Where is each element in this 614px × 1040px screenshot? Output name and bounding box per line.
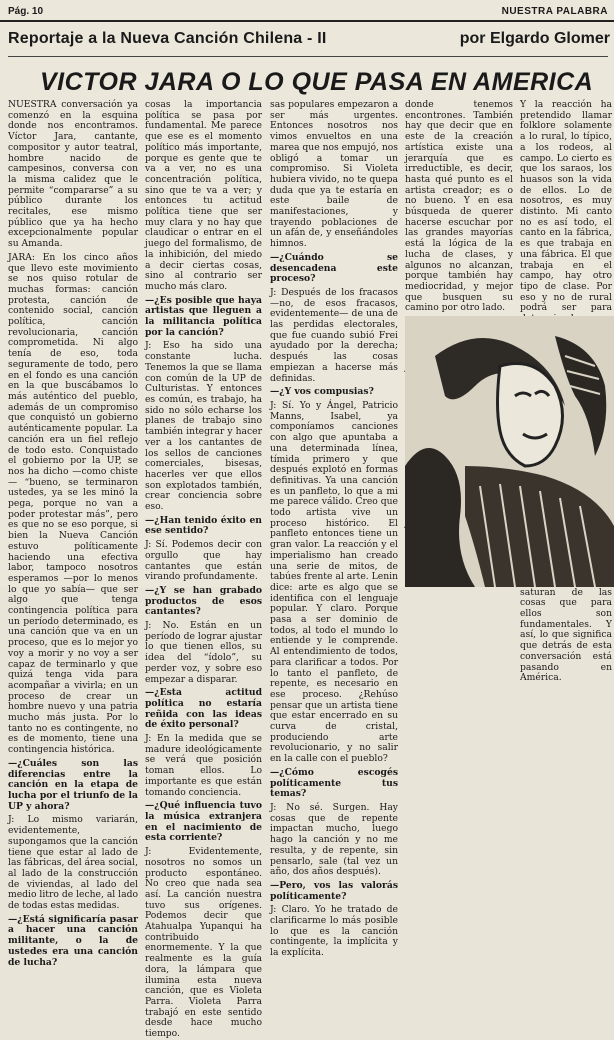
- magazine-name: NUESTRA PALABRA: [501, 6, 608, 17]
- interview-question: —¿Cómo escogés políticamente tus temas?: [270, 766, 398, 800]
- section-rule: [8, 56, 608, 57]
- article-paragraph: J: En la medida que se madure ideológicamente se verá que posición toman ellos. Lo importante es que están tomando conciencia.: [145, 733, 262, 798]
- interview-question: —¿Qué influencia tuvo la música extranjera en el nacimiento de esta corriente?: [145, 800, 262, 844]
- interview-question: —¿Cuáles son las diferencias entre la canción en la etapa de lucha por el triunfo de la UP y ahora?: [8, 757, 138, 812]
- article-paragraph: cosas la importancia política se pasa por fundamental. Me parece que ese es el momento político más importante, porque es gente que te va a ver, no es una concentración política, sino que te va a ver; y entonces tu actitud política tiene que ser muy clara y no hay que claudicar o entrar en el juego del formalismo, de la inhibición, del miedo a decir ciertas cosas, sino al contrario ser mucho más claro.: [145, 99, 262, 292]
- interview-question: —¿Es posible que haya artistas que lleguen a la militancia política por la canción?: [145, 294, 262, 338]
- article-paragraph: J: No. Están en un período de lograr ajustar lo que tienen ellos, su idea del “ídolo”, su perder voz, y sobre eso empezar a disparar.: [145, 620, 262, 685]
- article-paragraph: J: No sé. Surgen. Hay cosas que de repente impactan mucho, luego hago la canción y no me resulta, y de repente, sin pensarlo, sale (tal vez un año, dos años después).: [270, 802, 398, 878]
- interview-question: —¿Cuándo se desencadena este proceso?: [270, 251, 398, 285]
- article-paragraph: NUESTRA conversación ya comenzó en la esquina donde nos encontramos. Víctor Jara, cantante, compositor y autor teatral, hombre nacido de campesinos, conversa con la misma calidez que le permite “compararse” a su público durante los recitales, ese mismo público que ya ha hecho excepcionalmente popular su Amanda.: [8, 99, 138, 250]
- page-header: [0, 0, 614, 22]
- article-paragraph: J: Sí. Yo y Ángel, Patricio Manns, Isabel, ya componíamos canciones con algo que apuntaba a una determinada línea, tímida primero y que después explotó en formas definitivas. Ya una canción es un panfleto, lo que a mi me parece válido. Creo que todo artista vive un proceso histórico. El panfleto entonces tiene un gran valor. La reacción y el imperialismo han creado una serie de mitos, de tabúes frente al arte. Lenin dice: arte es algo que se identifica con el lenguaje popular. Y claro. Porque pasa a ser dominio de todos, al todo el mundo lo entiende y le comprende. Al entendimiento de todos, para clarificar a todos. Por lo tanto el panfleto, de repente, es necesario en ese proceso. ¿Rehúso pensar que un artista tiene que estar encerrado en su curva de cristal, produciendo arte revolucionario, y no salir en la calle con el pueblo?: [270, 399, 398, 765]
- article-column-3: [270, 99, 398, 959]
- article-column-4: [405, 100, 513, 312]
- article-column-5: [520, 99, 612, 684]
- interview-question: —¿Y se han grabado productos de esos cantantes?: [145, 584, 262, 618]
- section-title: Reportaje a la Nueva Canción Chilena - II: [8, 30, 327, 47]
- interview-question: —¿Esta actitud política no estaría reñida con las ideas de éxito personal?: [145, 687, 262, 731]
- article-paragraph: Y la reacción ha pretendido llamar folklore solamente a lo rural, lo típico, a los rodeos, al campo. Lo cierto es que los saraos, los huasos son la vida de ellos. Lo de nosotros, es muy distinto. Mi canto no es así todo, el canto en la fábrica, es que trabaja en una fábrica. El que trabaja en el campo, hay otro tipo de clase. Por eso y no de rural podrá ser para: [520, 99, 612, 314]
- article-paragraph: J: Claro. Yo he tratado de clarificarme lo más posible lo que es la canción contingente, la implícita y la explícita.: [270, 904, 398, 959]
- article-column-2: [145, 99, 262, 1040]
- interview-question: —Pero, vos las valorás políticamente?: [270, 879, 398, 902]
- page-number: Pág. 10: [8, 6, 44, 17]
- article-paragraph: J: Lo mismo variarán, evidentemente, supongamos que la canción tiene que estar al lado de las fábricas, del área social, al lado de la construcción de viviendas, al lado del medio litro de leche, al lado de todas estas medidas.: [8, 814, 138, 912]
- woodcut-figure-illustration: [405, 316, 614, 587]
- woodcut-figure-icon: [405, 316, 614, 587]
- article-paragraph: JARA: En los cinco años que llevo este movimiento se nos quiso rotular de muchas formas: canción protesta, canción de contenido social, canción política, canción revolucionaria, canción comprometida. Ni algo tenía de eso, toda seguramente de todo, pero en el fondo es una canción en la que buscábamos lo más auténtico del pueblo, además de un compromiso que conquistó un gobierno auténticamente popular. La canción era un fiel reflejo de todo esto. Conquistado el gobierno por la UP, se nos ha dicho —como chiste— “bueno, se terminaron ustedes, ya se les minó la pega, porque no van a poder protestar más”, pero es que no se eso porque, si bien la Nueva Canción estuvo políticamente haciendo una efectiva labor, tampoco nosotros esperamos —por lo menos lo que yo sabía— que ser algo que tenga contingencia política para un período determinado, es una canción que va en un proceso, que es lo mejor yo voy a morir y no voy a ser capaz de terminarlo y que quizá tenga vida para acompañar a vivirla; en un proceso de crear un hombre nuevo y una patria mucho más justa. Por lo tanto no es contingente, no es de momento, tiene una contingencia histórica.: [8, 251, 138, 756]
- author-byline: por Elgardo Glomer: [459, 30, 610, 47]
- article-paragraph: J: Después de los fracasos —no, de esos fracasos, evidentemente— de una de las perdidas electorales, que fue cuando subió Frei ayudado por la derecha; después las cosas empiezan a hacerse más definidas.: [270, 286, 398, 384]
- article-paragraph: donde tenemos encontrones. También hay que decir que en este de la creación artística existe una jerarquía que es irreductible, es decir, hasta qué punto es el artista creador; es o no bueno. Y en esa búsqueda de querer hacerse escuchar por las grandes mayorías está la lógica de la lucha de clases, y algunos no alcanzan, porque también hay mediocridad, y mejor que busquen su camino por otro lado.: [405, 99, 513, 314]
- article-column-1: [8, 99, 138, 968]
- article-headline: VICTOR JARA O LO QUE PASA EN AMERICA: [40, 68, 594, 96]
- article-paragraph: J: Eso ha sido una constante lucha. Tenemos la que se llama con común de la UP de Culturistas. Y entonces es común, es trabajo, ha sido no sólo echarse los planes de trabajo sino también integrar y hacer ver a los cantantes de los sellos de canciones comerciales, bisesas, hacerles ver que ellos son explotados también, crear conciencia sobre eso.: [145, 340, 262, 513]
- article-paragraph: J: Sí. Podemos decir con orgullo que hay cantantes que están virando profundamente.: [145, 539, 262, 583]
- article-paragraph: J: Evidentemente, nosotros no somos un producto espontáneo. No creo que nada sea así. La canción nuestra tuvo sus orígenes. Podemos decir que Atahualpa Yupanqui ha contribuido enormemente. Y la que realmente es la guía dora, la lámpara que ilumina esta nueva canción, que es Violeta Parra. Violeta Parra trabajó en este sentido desde hace mucho tiempo.: [145, 846, 262, 1040]
- article-paragraph: sas populares empezaron a ser más urgentes. Entonces nosotros nos vimos envueltos en una marea que nos empujó, nos obligó a tomar un compromiso. Si Violeta hubiera vivido, no te quepa duda que ya te estaría en este baile de manifestaciones, y trayendo poblaciones de un afán de, y enseñándoles himnos.: [270, 99, 398, 250]
- interview-question: —¿Y vos compusias?: [270, 386, 374, 398]
- interview-question: —¿Han tenido éxito en ese sentido?: [145, 514, 262, 537]
- interview-question: —¿Está significaría pasar a hacer una canción militante, o la de ustedes era una canción de lucha?: [8, 913, 138, 968]
- header-rule: [0, 20, 614, 22]
- article-paragraph: saturan de las cosas que para ellos son fundamentales. Y así, lo que significa que detrás de esta conversación está pasando en América.: [520, 586, 612, 684]
